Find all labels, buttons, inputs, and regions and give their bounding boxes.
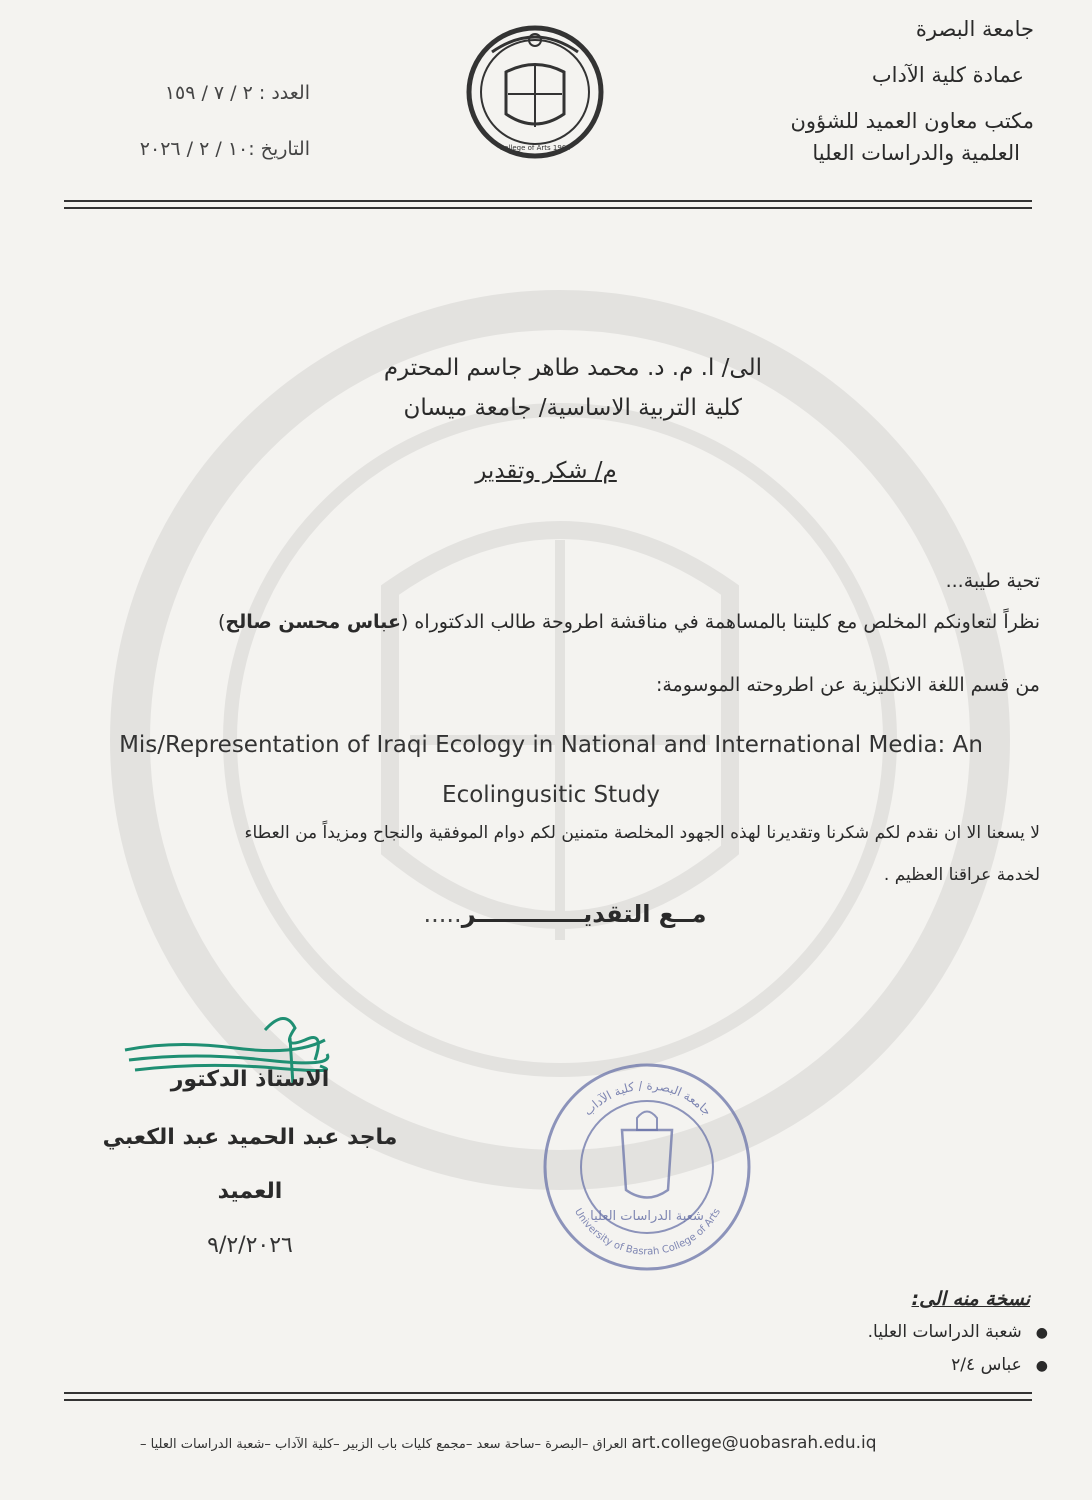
thanks-line-2: لخدمة عراقنا العظيم . bbox=[883, 865, 1040, 885]
official-stamp-icon bbox=[540, 1060, 755, 1275]
footer-address: العراق –البصرة –ساحة سعد –مجمع كليات باب الزبير –كلية الآداب –شعبة الدراسات العليا – bbox=[140, 1437, 628, 1452]
addressee-block bbox=[42, 348, 762, 428]
closing-dots: ..... bbox=[423, 900, 462, 928]
addressee-name: الى/ ا. م. د. محمد طاهر جاسم المحترم bbox=[383, 355, 762, 381]
copy-to-list bbox=[648, 1316, 1048, 1382]
signatory-role: العميد bbox=[217, 1179, 283, 1204]
closing-phrase bbox=[400, 900, 730, 928]
subject-text: م/ شكر وتقدير bbox=[475, 458, 617, 484]
letterhead-block bbox=[654, 6, 1034, 170]
bullet-icon: ● bbox=[1035, 1358, 1048, 1374]
office-line-2: العلمية والدراسات العليا bbox=[812, 141, 1020, 165]
signatory-name: ماجد عبد الحميد عبد الكعبي bbox=[102, 1125, 398, 1150]
addressee-institution: كلية التربية الاساسية/ جامعة ميسان bbox=[403, 395, 742, 421]
header-divider bbox=[64, 200, 1032, 209]
deanery-name: عمادة كلية الآداب bbox=[871, 63, 1024, 87]
subject-line bbox=[0, 458, 1092, 484]
list-item bbox=[648, 1316, 1048, 1349]
footer-email: art.college@uobasrah.edu.iq bbox=[631, 1433, 877, 1453]
signatory-title: الاستاذ الدكتور bbox=[170, 1067, 330, 1092]
thesis-title bbox=[66, 720, 1036, 820]
closing-text: مــع التقديـــــــــــــر bbox=[461, 900, 707, 928]
signature-date: ٩/٢/٢٠٢٦ bbox=[207, 1233, 293, 1258]
footer bbox=[140, 1433, 960, 1453]
office-line-1: مكتب معاون العميد للشؤون bbox=[790, 109, 1034, 133]
body-line-1-prefix: نظراً لتعاونكم المخلص مع كليتنا بالمساهمة في مناقشة اطروحة طالب الدكتوراه ( bbox=[400, 611, 1040, 633]
stamp-bottom-text: University of Basrah College of Arts bbox=[572, 1206, 723, 1258]
body-line-2: من قسم اللغة الانكليزية عن اطروحته الموسومة: bbox=[655, 674, 1040, 696]
thanks-paragraph bbox=[40, 812, 1040, 896]
stamp-top-text: جامعة البصرة / كلية الآداب bbox=[580, 1078, 715, 1119]
copy-to-title: نسخة منه الى: bbox=[911, 1288, 1030, 1310]
greeting: تحية طيبة... bbox=[945, 570, 1040, 592]
reference-block bbox=[30, 65, 310, 177]
stamp-inner-text: شعبة الدراسات العليا bbox=[590, 1209, 704, 1224]
university-name: جامعة البصرة bbox=[915, 17, 1034, 41]
copy-to-item-1: شعبة الدراسات العليا. bbox=[867, 1322, 1022, 1342]
reference-date: التاريخ :١٠ / ٢ / ٢٠٢٦ bbox=[139, 138, 310, 160]
thesis-title-line-1: Mis/Representation of Iraqi Ecology in National and International Media: An bbox=[119, 732, 983, 758]
body-line-1 bbox=[40, 611, 1040, 633]
thesis-title-line-2: Ecolingusitic Study bbox=[442, 782, 660, 808]
logo-motto: College of Arts 1964 bbox=[499, 144, 571, 152]
copy-to-item-2: عباس ٢/٤ bbox=[951, 1355, 1022, 1375]
list-item bbox=[648, 1349, 1048, 1382]
body-line-1-suffix: ) bbox=[217, 611, 226, 633]
footer-divider bbox=[64, 1392, 1032, 1401]
thanks-line-1: لا يسعنا الا ان نقدم لكم شكرنا وتقديرنا لهذه الجهود المخلصة متمنين لكم دوام الموفقية والنجاح ومزيداً من العطاء bbox=[244, 823, 1040, 843]
college-logo-icon bbox=[462, 22, 608, 162]
reference-number: العدد : ٢ / ٧ / ١٥٩ bbox=[164, 82, 310, 104]
student-name: عباس محسن صالح bbox=[225, 611, 401, 633]
bullet-icon: ● bbox=[1035, 1325, 1048, 1341]
